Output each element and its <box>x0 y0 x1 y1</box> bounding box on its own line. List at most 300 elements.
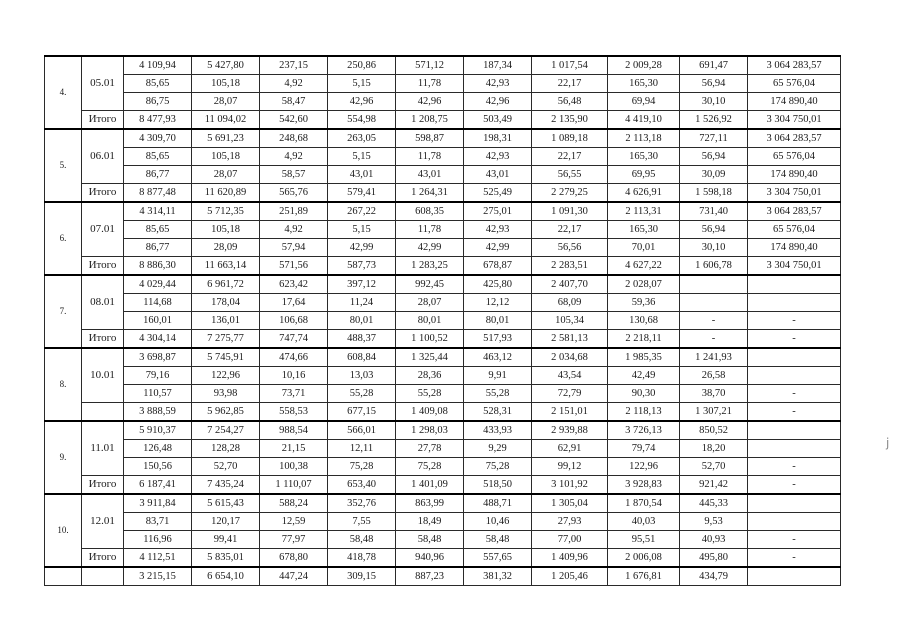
table-cell: 309,15 <box>328 567 396 586</box>
table-cell: 434,79 <box>680 567 748 586</box>
total-cell: 554,98 <box>328 111 396 130</box>
table-cell: 114,68 <box>124 294 192 312</box>
table-cell: 65 576,04 <box>748 75 841 93</box>
table-cell <box>680 275 748 294</box>
total-cell: 1 110,07 <box>260 476 328 495</box>
table-cell: 6 961,72 <box>192 275 260 294</box>
table-cell: 59,36 <box>608 294 680 312</box>
table-cell: 3 698,87 <box>124 348 192 367</box>
table-cell: 120,17 <box>192 513 260 531</box>
total-cell: 495,80 <box>680 549 748 568</box>
total-cell: 1 606,78 <box>680 257 748 276</box>
table-cell: 447,24 <box>260 567 328 586</box>
table-cell: 68,09 <box>532 294 608 312</box>
table-cell: 463,12 <box>464 348 532 367</box>
table-cell: 42,96 <box>328 93 396 111</box>
table-row <box>45 129 841 148</box>
table-cell: 174 890,40 <box>748 166 841 184</box>
table-row <box>45 513 841 531</box>
table-cell <box>748 348 841 367</box>
total-cell: 5 962,85 <box>192 403 260 422</box>
total-row <box>45 403 841 422</box>
empty-cell <box>45 567 82 586</box>
total-cell: 747,74 <box>260 330 328 349</box>
table-cell: 43,54 <box>532 367 608 385</box>
total-cell: 3 304 750,01 <box>748 184 841 203</box>
table-cell: 18,49 <box>396 513 464 531</box>
table-cell: 5 712,35 <box>192 202 260 221</box>
table-cell <box>748 294 841 312</box>
table-cell: 4 309,70 <box>124 129 192 148</box>
table-cell: 52,70 <box>680 458 748 476</box>
table-cell: 26,58 <box>680 367 748 385</box>
table-cell: 42,93 <box>464 75 532 93</box>
table-cell: 86,77 <box>124 166 192 184</box>
total-cell: 528,31 <box>464 403 532 422</box>
total-cell: 8 886,30 <box>124 257 192 276</box>
table-cell: 381,32 <box>464 567 532 586</box>
table-cell: 7,55 <box>328 513 396 531</box>
total-cell: 3 928,83 <box>608 476 680 495</box>
table-cell: 1 870,54 <box>608 494 680 513</box>
table-cell: 263,05 <box>328 129 396 148</box>
table-cell: 2 113,18 <box>608 129 680 148</box>
table-cell: 566,01 <box>328 421 396 440</box>
total-cell: 525,49 <box>464 184 532 203</box>
total-cell: 1 283,25 <box>396 257 464 276</box>
table-row <box>45 294 841 312</box>
table-cell: 2 034,68 <box>532 348 608 367</box>
table-cell: 105,18 <box>192 221 260 239</box>
table-cell: 136,01 <box>192 312 260 330</box>
table-cell: 3 726,13 <box>608 421 680 440</box>
table-cell: 73,71 <box>260 385 328 403</box>
table-cell: 42,96 <box>396 93 464 111</box>
table-cell: 116,96 <box>124 531 192 549</box>
row-date: 06.01 <box>82 129 124 184</box>
table-cell: 5 910,37 <box>124 421 192 440</box>
table-cell: 55,28 <box>328 385 396 403</box>
data-table <box>44 55 841 586</box>
table-cell: 130,68 <box>608 312 680 330</box>
table-cell: 474,66 <box>260 348 328 367</box>
table-cell: 445,33 <box>680 494 748 513</box>
table-cell: 2 009,28 <box>608 56 680 75</box>
table-cell: 85,65 <box>124 221 192 239</box>
total-cell: 678,80 <box>260 549 328 568</box>
total-cell: 557,65 <box>464 549 532 568</box>
table-cell: 99,41 <box>192 531 260 549</box>
table-cell: 42,96 <box>464 93 532 111</box>
table-cell: 4,92 <box>260 221 328 239</box>
total-cell: 1 409,08 <box>396 403 464 422</box>
table-cell: - <box>748 312 841 330</box>
table-row <box>45 421 841 440</box>
table-cell: 52,70 <box>192 458 260 476</box>
total-cell: 2 118,13 <box>608 403 680 422</box>
table-cell: 248,68 <box>260 129 328 148</box>
row-date: 12.01 <box>82 494 124 549</box>
table-cell: 80,01 <box>328 312 396 330</box>
table-cell: 99,12 <box>532 458 608 476</box>
table-cell: 727,11 <box>680 129 748 148</box>
table-cell: 77,00 <box>532 531 608 549</box>
table-cell: 90,30 <box>608 385 680 403</box>
table-cell: 571,12 <box>396 56 464 75</box>
table-cell: 85,65 <box>124 148 192 166</box>
table-row <box>45 56 841 75</box>
table-cell: 93,98 <box>192 385 260 403</box>
table-cell: 42,93 <box>464 221 532 239</box>
table-cell: 56,48 <box>532 93 608 111</box>
total-cell: 1 526,92 <box>680 111 748 130</box>
table-cell: 95,51 <box>608 531 680 549</box>
total-cell: 1 208,75 <box>396 111 464 130</box>
table-cell: 28,36 <box>396 367 464 385</box>
table-cell: 731,40 <box>680 202 748 221</box>
total-cell: 542,60 <box>260 111 328 130</box>
total-label <box>82 403 124 422</box>
table-cell: 1 325,44 <box>396 348 464 367</box>
total-cell: 488,37 <box>328 330 396 349</box>
table-row <box>45 385 841 403</box>
total-cell: 579,41 <box>328 184 396 203</box>
table-cell: 27,78 <box>396 440 464 458</box>
total-cell: 678,87 <box>464 257 532 276</box>
table-cell: 28,07 <box>192 166 260 184</box>
table-cell: 1 089,18 <box>532 129 608 148</box>
table-cell: 178,04 <box>192 294 260 312</box>
table-cell: 887,23 <box>396 567 464 586</box>
table-cell: 433,93 <box>464 421 532 440</box>
table-cell: - <box>748 458 841 476</box>
table-cell: 30,10 <box>680 239 748 257</box>
table-cell: 69,95 <box>608 166 680 184</box>
table-cell: 40,03 <box>608 513 680 531</box>
table-row <box>45 567 841 586</box>
row-date: 08.01 <box>82 275 124 330</box>
total-cell: 558,53 <box>260 403 328 422</box>
table-cell: 28,09 <box>192 239 260 257</box>
table-cell: 2 407,70 <box>532 275 608 294</box>
empty-cell <box>82 567 124 586</box>
table-cell: 28,07 <box>396 294 464 312</box>
table-cell: 85,65 <box>124 75 192 93</box>
table-cell: 160,01 <box>124 312 192 330</box>
table-cell: 1 241,93 <box>680 348 748 367</box>
table-row <box>45 202 841 221</box>
table-row <box>45 166 841 184</box>
table-cell <box>748 421 841 440</box>
row-index: 5. <box>45 129 82 202</box>
table-row <box>45 440 841 458</box>
total-label: Итого <box>82 330 124 349</box>
table-cell: - <box>748 531 841 549</box>
table-cell: 17,64 <box>260 294 328 312</box>
table-cell <box>680 294 748 312</box>
table-cell: 3 911,84 <box>124 494 192 513</box>
total-cell: - <box>748 549 841 568</box>
table-cell: 165,30 <box>608 148 680 166</box>
table-cell: 86,77 <box>124 239 192 257</box>
table-cell: 1 205,46 <box>532 567 608 586</box>
total-cell: 7 275,77 <box>192 330 260 349</box>
table-cell: 79,74 <box>608 440 680 458</box>
table-cell: 10,16 <box>260 367 328 385</box>
table-cell: 187,34 <box>464 56 532 75</box>
table-cell: 2 028,07 <box>608 275 680 294</box>
table-cell: 251,89 <box>260 202 328 221</box>
table-cell: 58,48 <box>464 531 532 549</box>
total-cell: 1 598,18 <box>680 184 748 203</box>
table-cell: 106,68 <box>260 312 328 330</box>
table-cell: 3 215,15 <box>124 567 192 586</box>
table-cell: 2 113,31 <box>608 202 680 221</box>
total-cell: 3 101,92 <box>532 476 608 495</box>
table-cell: 4,92 <box>260 75 328 93</box>
row-date: 11.01 <box>82 421 124 476</box>
table-cell: 1 091,30 <box>532 202 608 221</box>
table-row <box>45 367 841 385</box>
total-cell: 11 663,14 <box>192 257 260 276</box>
table-cell: 75,28 <box>328 458 396 476</box>
total-cell: 418,78 <box>328 549 396 568</box>
row-index: 6. <box>45 202 82 275</box>
total-label: Итого <box>82 257 124 276</box>
total-cell: 7 435,24 <box>192 476 260 495</box>
table-cell: 3 064 283,57 <box>748 129 841 148</box>
table-cell: 55,28 <box>464 385 532 403</box>
total-cell: 2 581,13 <box>532 330 608 349</box>
table-cell: 38,70 <box>680 385 748 403</box>
total-cell: 1 100,52 <box>396 330 464 349</box>
total-cell: 677,15 <box>328 403 396 422</box>
table-cell: 6 654,10 <box>192 567 260 586</box>
table-cell: 5 427,80 <box>192 56 260 75</box>
table-cell: 250,86 <box>328 56 396 75</box>
table-cell <box>748 513 841 531</box>
table-cell: 128,28 <box>192 440 260 458</box>
table-cell: 3 064 283,57 <box>748 56 841 75</box>
table-cell: 21,15 <box>260 440 328 458</box>
table-cell: 598,87 <box>396 129 464 148</box>
total-label: Итого <box>82 549 124 568</box>
table-cell: 850,52 <box>680 421 748 440</box>
total-cell: 503,49 <box>464 111 532 130</box>
row-index: 8. <box>45 348 82 421</box>
total-cell: 2 135,90 <box>532 111 608 130</box>
total-cell: 653,40 <box>328 476 396 495</box>
table-cell: 42,99 <box>328 239 396 257</box>
table-cell: 22,17 <box>532 148 608 166</box>
table-cell: 40,93 <box>680 531 748 549</box>
table-cell: 122,96 <box>608 458 680 476</box>
total-label: Итого <box>82 111 124 130</box>
table-cell: 110,57 <box>124 385 192 403</box>
total-cell: 1 264,31 <box>396 184 464 203</box>
table-cell: 86,75 <box>124 93 192 111</box>
row-date: 05.01 <box>82 56 124 111</box>
table-cell: 1 305,04 <box>532 494 608 513</box>
total-cell: 921,42 <box>680 476 748 495</box>
table-row <box>45 458 841 476</box>
total-cell: 1 401,09 <box>396 476 464 495</box>
table-cell: 58,48 <box>396 531 464 549</box>
table-row <box>45 221 841 239</box>
table-cell: 56,94 <box>680 221 748 239</box>
table-cell: 237,15 <box>260 56 328 75</box>
total-row <box>45 111 841 130</box>
total-row <box>45 330 841 349</box>
table-cell: 80,01 <box>464 312 532 330</box>
total-cell: - <box>748 403 841 422</box>
table-cell: 100,38 <box>260 458 328 476</box>
table-cell: 56,56 <box>532 239 608 257</box>
table-cell: 5 745,91 <box>192 348 260 367</box>
table-cell: 992,45 <box>396 275 464 294</box>
table-cell: 62,91 <box>532 440 608 458</box>
total-label: Итого <box>82 184 124 203</box>
total-cell: 4 627,22 <box>608 257 680 276</box>
table-cell: 267,22 <box>328 202 396 221</box>
total-cell: 2 006,08 <box>608 549 680 568</box>
total-cell: 1 409,96 <box>532 549 608 568</box>
table-cell: 11,24 <box>328 294 396 312</box>
table-cell: 56,94 <box>680 148 748 166</box>
row-index: 4. <box>45 56 82 129</box>
table-cell: 150,56 <box>124 458 192 476</box>
table-cell: 43,01 <box>396 166 464 184</box>
total-cell: 4 112,51 <box>124 549 192 568</box>
table-cell: 18,20 <box>680 440 748 458</box>
total-cell: 3 304 750,01 <box>748 111 841 130</box>
table-cell: 105,18 <box>192 148 260 166</box>
table-row <box>45 93 841 111</box>
table-cell: 11,78 <box>396 148 464 166</box>
table-cell: 174 890,40 <box>748 93 841 111</box>
table-cell: 70,01 <box>608 239 680 257</box>
table-cell: 4,92 <box>260 148 328 166</box>
table-row <box>45 312 841 330</box>
table-cell: 22,17 <box>532 221 608 239</box>
table-body <box>45 56 841 586</box>
table-cell: 623,42 <box>260 275 328 294</box>
table-row <box>45 148 841 166</box>
table-cell: 165,30 <box>608 221 680 239</box>
total-row <box>45 184 841 203</box>
table-cell: 488,71 <box>464 494 532 513</box>
table-cell: 9,91 <box>464 367 532 385</box>
table-cell: 83,71 <box>124 513 192 531</box>
table-cell: 69,94 <box>608 93 680 111</box>
table-cell: 13,03 <box>328 367 396 385</box>
table-cell: 42,93 <box>464 148 532 166</box>
table-row <box>45 75 841 93</box>
table-cell: 5 615,43 <box>192 494 260 513</box>
total-cell: 4 304,14 <box>124 330 192 349</box>
table-cell: 56,94 <box>680 75 748 93</box>
table-cell: 28,07 <box>192 93 260 111</box>
table-cell: 5,15 <box>328 75 396 93</box>
table-cell: 80,01 <box>396 312 464 330</box>
total-cell: - <box>680 330 748 349</box>
table-cell: 12,59 <box>260 513 328 531</box>
table-cell: 863,99 <box>396 494 464 513</box>
table-cell: 9,29 <box>464 440 532 458</box>
total-cell: 2 279,25 <box>532 184 608 203</box>
table-cell: 42,99 <box>396 239 464 257</box>
table-cell: 4 314,11 <box>124 202 192 221</box>
margin-mark: j <box>886 436 890 450</box>
table-cell: 691,47 <box>680 56 748 75</box>
table-cell <box>748 275 841 294</box>
total-cell: 3 888,59 <box>124 403 192 422</box>
row-date: 10.01 <box>82 348 124 403</box>
table-cell: 105,18 <box>192 75 260 93</box>
table-cell <box>748 367 841 385</box>
table-cell: 79,16 <box>124 367 192 385</box>
table-cell: 5,15 <box>328 148 396 166</box>
table-cell: 55,28 <box>396 385 464 403</box>
table-cell: 30,10 <box>680 93 748 111</box>
total-row <box>45 476 841 495</box>
total-cell: 8 477,93 <box>124 111 192 130</box>
table-cell: 126,48 <box>124 440 192 458</box>
table-cell: 58,47 <box>260 93 328 111</box>
table-cell: 65 576,04 <box>748 221 841 239</box>
table-cell: - <box>748 385 841 403</box>
table-cell: 22,17 <box>532 75 608 93</box>
table-cell: 397,12 <box>328 275 396 294</box>
table-cell: 608,84 <box>328 348 396 367</box>
total-cell: - <box>748 476 841 495</box>
table-cell: 1 017,54 <box>532 56 608 75</box>
total-cell: 4 626,91 <box>608 184 680 203</box>
table-cell: 5 691,23 <box>192 129 260 148</box>
table-cell: 988,54 <box>260 421 328 440</box>
table-cell: 77,97 <box>260 531 328 549</box>
total-cell: 571,56 <box>260 257 328 276</box>
table-cell: 57,94 <box>260 239 328 257</box>
table-cell: 4 029,44 <box>124 275 192 294</box>
table-cell <box>748 440 841 458</box>
table-cell: 11,78 <box>396 221 464 239</box>
table-cell: 1 298,03 <box>396 421 464 440</box>
table-cell: 174 890,40 <box>748 239 841 257</box>
total-cell: 587,73 <box>328 257 396 276</box>
total-cell: 2 151,01 <box>532 403 608 422</box>
row-index: 10. <box>45 494 82 567</box>
table-cell: 10,46 <box>464 513 532 531</box>
table-cell: 43,01 <box>328 166 396 184</box>
table-cell: 275,01 <box>464 202 532 221</box>
table-cell: 1 985,35 <box>608 348 680 367</box>
table-row <box>45 275 841 294</box>
table-cell: 352,76 <box>328 494 396 513</box>
table-cell: 43,01 <box>464 166 532 184</box>
row-date: 07.01 <box>82 202 124 257</box>
table-cell: 608,35 <box>396 202 464 221</box>
total-cell: 8 877,48 <box>124 184 192 203</box>
table-cell: - <box>680 312 748 330</box>
table-cell: 12,12 <box>464 294 532 312</box>
total-cell: 11 094,02 <box>192 111 260 130</box>
table-cell: 56,55 <box>532 166 608 184</box>
table-cell <box>748 567 841 586</box>
table-row <box>45 348 841 367</box>
total-cell: 6 187,41 <box>124 476 192 495</box>
table-cell: 588,24 <box>260 494 328 513</box>
